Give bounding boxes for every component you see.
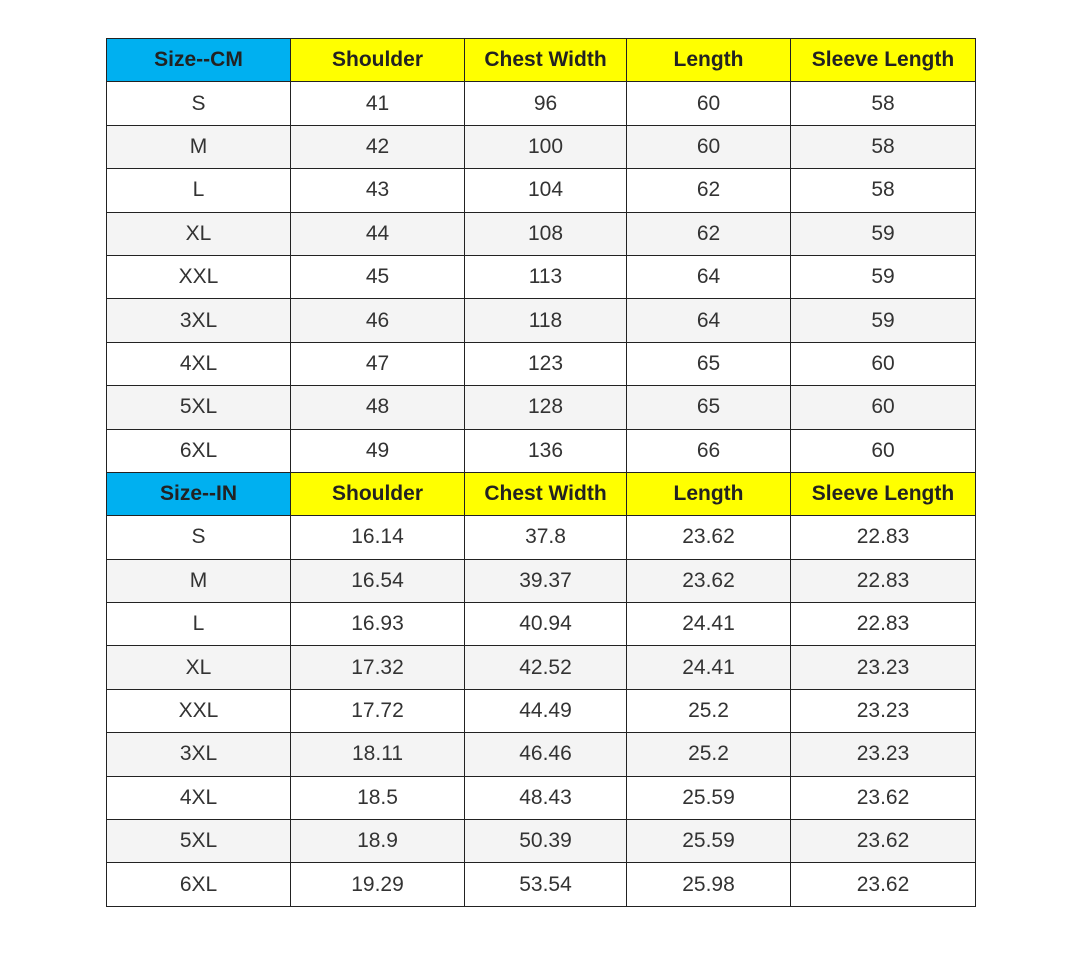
measurement-cell: 17.32	[291, 646, 465, 689]
size-label-cell: S	[107, 516, 291, 559]
measurement-cell: 16.93	[291, 603, 465, 646]
measurement-cell: 23.62	[627, 516, 791, 559]
measurement-cell: 60	[791, 386, 976, 429]
measurement-cell: 59	[791, 299, 976, 342]
measurement-cell: 59	[791, 212, 976, 255]
column-header-cell: Shoulder	[291, 472, 465, 515]
table-row	[107, 255, 976, 298]
measurement-cell: 24.41	[627, 603, 791, 646]
measurement-cell: 58	[791, 82, 976, 125]
measurement-cell: 123	[465, 342, 627, 385]
table-row	[107, 776, 976, 819]
table-row	[107, 342, 976, 385]
measurement-cell: 25.2	[627, 733, 791, 776]
measurement-cell: 18.5	[291, 776, 465, 819]
column-header-cell: Sleeve Length	[791, 472, 976, 515]
measurement-cell: 45	[291, 255, 465, 298]
measurement-cell: 37.8	[465, 516, 627, 559]
measurement-cell: 66	[627, 429, 791, 472]
size-label-cell: L	[107, 169, 291, 212]
measurement-cell: 25.98	[627, 863, 791, 906]
measurement-cell: 25.2	[627, 689, 791, 732]
measurement-cell: 58	[791, 169, 976, 212]
header-row-in	[107, 472, 976, 515]
measurement-cell: 44	[291, 212, 465, 255]
measurement-cell: 39.37	[465, 559, 627, 602]
measurement-cell: 59	[791, 255, 976, 298]
measurement-cell: 23.62	[791, 863, 976, 906]
measurement-cell: 60	[627, 125, 791, 168]
measurement-cell: 40.94	[465, 603, 627, 646]
measurement-cell: 46	[291, 299, 465, 342]
measurement-cell: 62	[627, 169, 791, 212]
measurement-cell: 62	[627, 212, 791, 255]
measurement-cell: 23.23	[791, 733, 976, 776]
measurement-cell: 18.11	[291, 733, 465, 776]
size-label-cell: 5XL	[107, 386, 291, 429]
measurement-cell: 64	[627, 255, 791, 298]
measurement-cell: 128	[465, 386, 627, 429]
measurement-cell: 60	[627, 82, 791, 125]
table-row	[107, 646, 976, 689]
measurement-cell: 58	[791, 125, 976, 168]
measurement-cell: 19.29	[291, 863, 465, 906]
measurement-cell: 22.83	[791, 603, 976, 646]
measurement-cell: 23.62	[791, 776, 976, 819]
unit-header-cell: Size--IN	[107, 472, 291, 515]
measurement-cell: 46.46	[465, 733, 627, 776]
measurement-cell: 43	[291, 169, 465, 212]
unit-header-cell: Size--CM	[107, 39, 291, 82]
size-label-cell: 6XL	[107, 863, 291, 906]
table-row	[107, 125, 976, 168]
column-header-cell: Length	[627, 39, 791, 82]
table-row	[107, 603, 976, 646]
measurement-cell: 25.59	[627, 776, 791, 819]
column-header-cell: Sleeve Length	[791, 39, 976, 82]
measurement-cell: 53.54	[465, 863, 627, 906]
measurement-cell: 136	[465, 429, 627, 472]
column-header-cell: Length	[627, 472, 791, 515]
measurement-cell: 44.49	[465, 689, 627, 732]
measurement-cell: 108	[465, 212, 627, 255]
measurement-cell: 47	[291, 342, 465, 385]
size-label-cell: 4XL	[107, 776, 291, 819]
column-header-cell: Shoulder	[291, 39, 465, 82]
size-label-cell: M	[107, 559, 291, 602]
size-label-cell: L	[107, 603, 291, 646]
measurement-cell: 50.39	[465, 820, 627, 863]
measurement-cell: 49	[291, 429, 465, 472]
column-header-cell: Chest Width	[465, 39, 627, 82]
table-row	[107, 212, 976, 255]
measurement-cell: 48.43	[465, 776, 627, 819]
column-header-cell: Chest Width	[465, 472, 627, 515]
table-row	[107, 429, 976, 472]
measurement-cell: 23.23	[791, 689, 976, 732]
size-label-cell: 5XL	[107, 820, 291, 863]
measurement-cell: 60	[791, 342, 976, 385]
measurement-cell: 22.83	[791, 559, 976, 602]
size-label-cell: XL	[107, 212, 291, 255]
size-label-cell: XXL	[107, 255, 291, 298]
measurement-cell: 25.59	[627, 820, 791, 863]
size-label-cell: S	[107, 82, 291, 125]
measurement-cell: 16.14	[291, 516, 465, 559]
table-row	[107, 559, 976, 602]
measurement-cell: 42	[291, 125, 465, 168]
measurement-cell: 100	[465, 125, 627, 168]
measurement-cell: 41	[291, 82, 465, 125]
measurement-cell: 23.62	[791, 820, 976, 863]
measurement-cell: 104	[465, 169, 627, 212]
size-label-cell: XL	[107, 646, 291, 689]
measurement-cell: 96	[465, 82, 627, 125]
measurement-cell: 48	[291, 386, 465, 429]
measurement-cell: 42.52	[465, 646, 627, 689]
table-row	[107, 820, 976, 863]
measurement-cell: 22.83	[791, 516, 976, 559]
size-chart-table	[106, 38, 976, 907]
table-row	[107, 82, 976, 125]
table-row	[107, 299, 976, 342]
size-label-cell: XXL	[107, 689, 291, 732]
measurement-cell: 23.23	[791, 646, 976, 689]
table-row	[107, 516, 976, 559]
measurement-cell: 64	[627, 299, 791, 342]
table-row	[107, 386, 976, 429]
measurement-cell: 24.41	[627, 646, 791, 689]
measurement-cell: 60	[791, 429, 976, 472]
size-chart-body	[107, 39, 976, 907]
measurement-cell: 18.9	[291, 820, 465, 863]
size-label-cell: 4XL	[107, 342, 291, 385]
size-label-cell: 3XL	[107, 733, 291, 776]
measurement-cell: 65	[627, 342, 791, 385]
measurement-cell: 118	[465, 299, 627, 342]
measurement-cell: 16.54	[291, 559, 465, 602]
measurement-cell: 17.72	[291, 689, 465, 732]
measurement-cell: 23.62	[627, 559, 791, 602]
measurement-cell: 113	[465, 255, 627, 298]
table-row	[107, 169, 976, 212]
table-row	[107, 733, 976, 776]
size-label-cell: M	[107, 125, 291, 168]
size-label-cell: 3XL	[107, 299, 291, 342]
table-row	[107, 689, 976, 732]
table-row	[107, 863, 976, 906]
size-label-cell: 6XL	[107, 429, 291, 472]
header-row-cm	[107, 39, 976, 82]
measurement-cell: 65	[627, 386, 791, 429]
